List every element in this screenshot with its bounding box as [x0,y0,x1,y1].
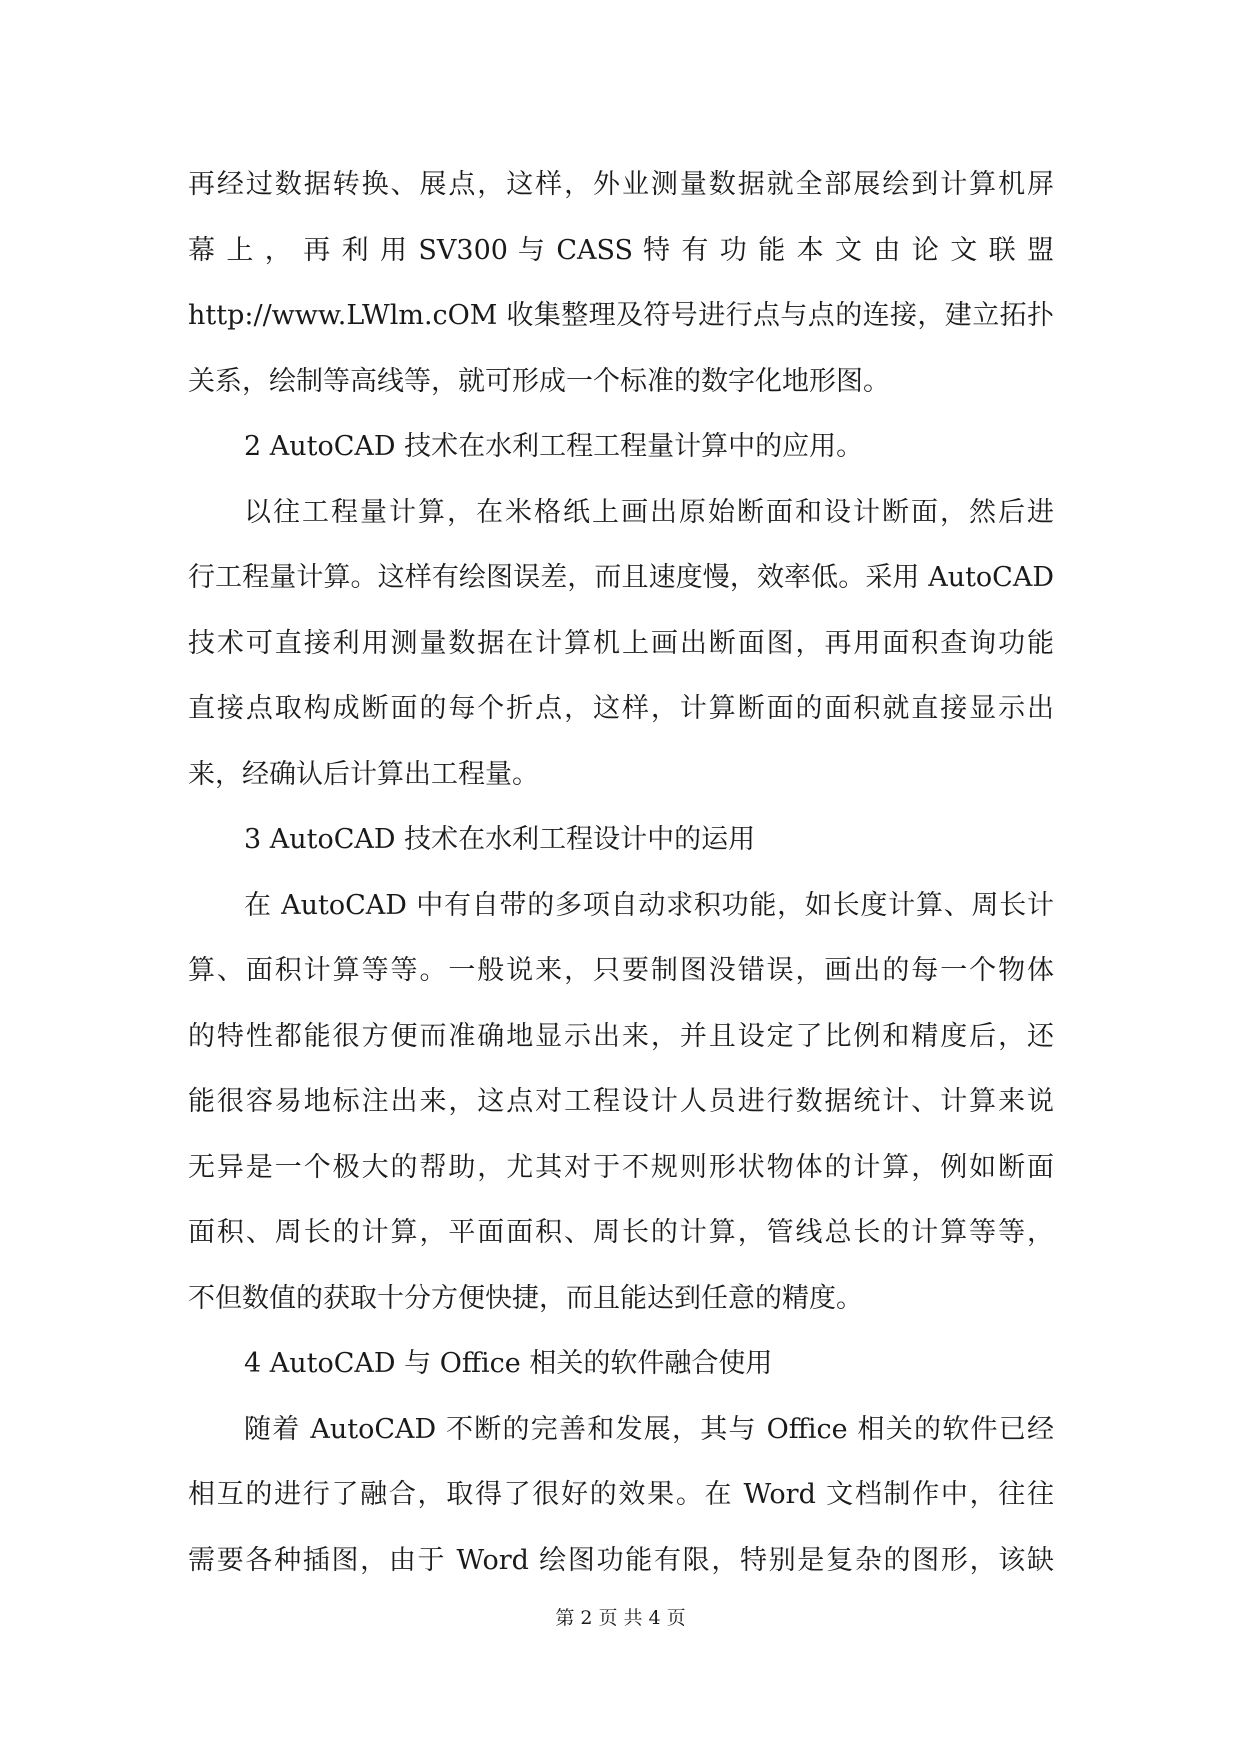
text-line: 在 AutoCAD 中有自带的多项自动求积功能，如长度计算、周长计 [244,889,1054,921]
text-line: 无异是一个极大的帮助，尤其对于不规则形状物体的计算，例如断面 [188,1151,1054,1183]
text-line: http://www.LWlm.cOM 收集整理及符号进行点与点的连接，建立拓扑 [188,300,1054,331]
text-line: 技术可直接利用测量数据在计算机上画出断面图，再用面积查询功能 [188,627,1054,659]
text-line: 的特性都能很方便而准确地显示出来，并且设定了比例和精度后，还 [188,1020,1054,1052]
text-line: 直接点取构成断面的每个折点，这样，计算断面的面积就直接显示出 [188,693,1054,724]
text-line: 需要各种插图，由于 Word 绘图功能有限，特别是复杂的图形，该缺 [188,1544,1054,1576]
document-body [188,152,1054,1593]
text-line: 关系，绘制等高线等，就可形成一个标准的数字化地形图。 [188,365,890,397]
text-line: 不但数值的获取十分方便快捷，而且能达到任意的精度。 [188,1282,863,1314]
text-line: 再经过数据转换、展点，这样，外业测量数据就全部展绘到计算机屏 [188,169,1054,200]
text-line: 幕 上 ， 再 利 用 SV300 与 CASS 特 有 功 能 本 文 由 论 文 联 盟 [188,234,1054,266]
text-line: 能很容易地标注出来，这点对工程设计人员进行数据统计、计算来说 [188,1086,1054,1117]
text-line: 面积、周长的计算，平面面积、周长的计算，管线总长的计算等等， [188,1217,1054,1248]
text-line: 来，经确认后计算出工程量。 [188,758,539,790]
text-line: 相互的进行了融合，取得了很好的效果。在 Word 文档制作中，往往 [188,1479,1054,1510]
text-line: 行工程量计算。这样有绘图误差，而且速度慢，效率低。采用 AutoCAD [188,562,1054,593]
section-heading: 4 AutoCAD 与 Office 相关的软件融合使用 [244,1348,773,1379]
text-line: 随着 AutoCAD 不断的完善和发展，其与 Office 相关的软件已经 [244,1413,1054,1445]
section-heading: 3 AutoCAD 技术在水利工程设计中的运用 [244,824,756,855]
section-heading: 2 AutoCAD 技术在水利工程工程量计算中的应用。 [244,431,864,462]
text-line: 以往工程量计算，在米格纸上画出原始断面和设计断面，然后进 [244,496,1054,528]
page-number-footer: 第 2 页 共 4 页 [555,1607,686,1629]
text-line: 算、面积计算等等。一般说来，只要制图没错误，画出的每一个物体 [188,955,1054,986]
